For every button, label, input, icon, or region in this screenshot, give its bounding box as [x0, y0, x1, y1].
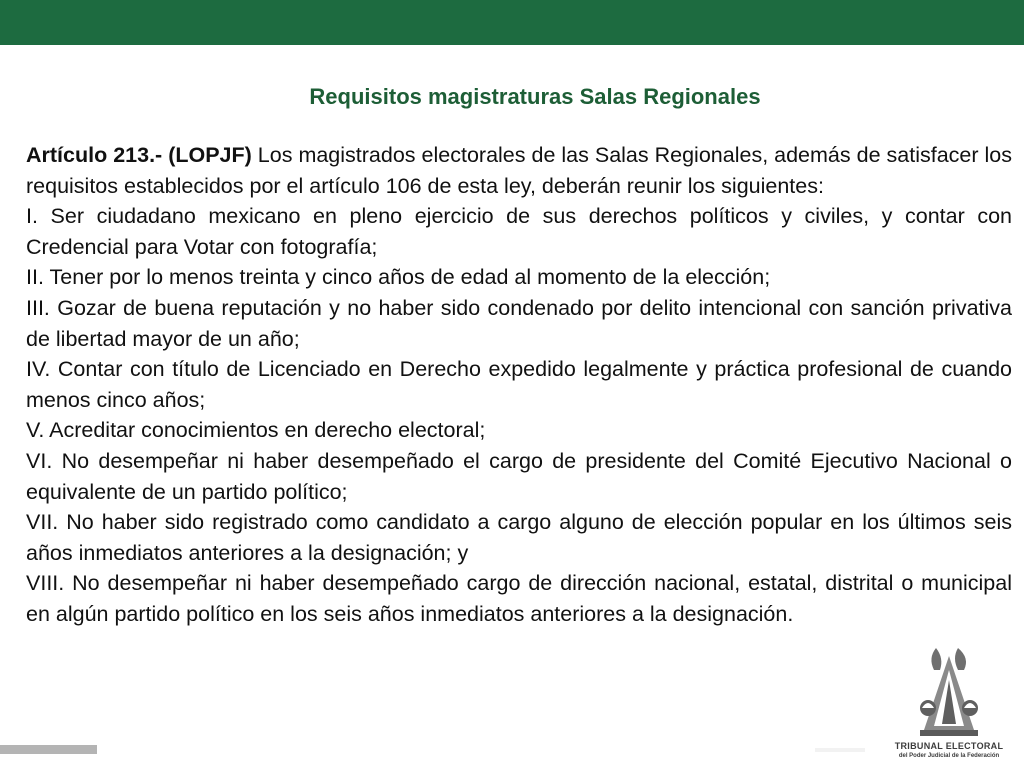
footer-bar: [0, 745, 97, 754]
requirement-item-5: V. Acreditar conocimientos en derecho electoral;: [26, 418, 486, 443]
requirement-item-7: VII. No haber sido registrado como candidato a cargo alguno de elección popular en los últimos seis años inmediatos anteriores a la designación; y: [26, 510, 1012, 565]
top-banner: [0, 0, 1024, 45]
footer-mark: [815, 748, 865, 752]
scales-emblem-icon: [906, 646, 992, 738]
article-body: [26, 140, 1012, 630]
article-intro-paragraph: [26, 140, 1012, 201]
logo-name: TRIBUNAL ELECTORAL: [894, 741, 1004, 751]
article-intro: Los magistrados electorales de las Salas Regionales, además de satisfacer los requisitos establecidos por el artículo 106 de esta ley, deberán reunir los siguientes:: [26, 143, 1012, 198]
requirement-item-4: IV. Contar con título de Licenciado en Derecho expedido legalmente y práctica profesional de cuando menos cinco años;: [26, 357, 1012, 412]
logo-subtitle: del Poder Judicial de la Federación: [898, 753, 1000, 759]
requirement-item-6: VI. No desempeñar ni haber desempeñado el cargo de presidente del Comité Ejecutivo Nacional o equivalente de un partido político;: [26, 448, 1012, 504]
requirement-item-3: III. Gozar de buena reputación y no haber sido condenado por delito intencional con sanción privativa de libertad mayor de un año;: [26, 295, 1012, 351]
requirement-item-2: II. Tener por lo menos treinta y cinco años de edad al momento de la elección;: [26, 265, 771, 290]
slide-title: Requisitos magistraturas Salas Regionales: [309, 84, 761, 109]
requirement-item-1: I. Ser ciudadano mexicano en pleno ejercicio de sus derechos políticos y civiles, y contar con Credencial para Votar con fotografía;: [26, 204, 1012, 259]
tribunal-logo: [894, 646, 1004, 764]
requirement-item-8: VIII. No desempeñar ni haber desempeñado cargo de dirección nacional, estatal, distrital o municipal en algún partido político en los seis años inmediatos anteriores a la designación.: [26, 571, 1012, 626]
article-reference: Artículo 213.- (LOPJF): [26, 143, 252, 167]
